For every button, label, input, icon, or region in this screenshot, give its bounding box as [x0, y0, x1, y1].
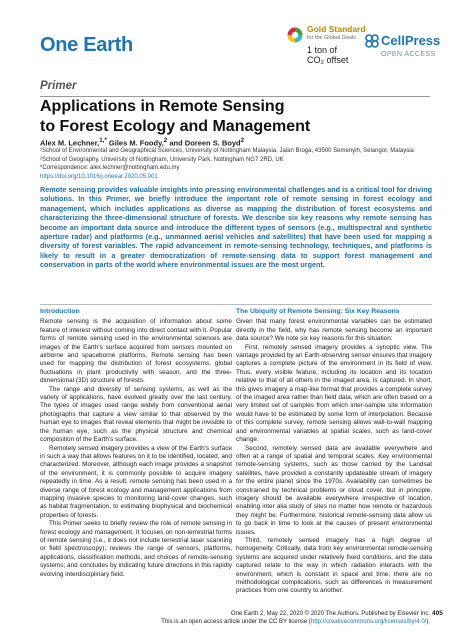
paragraph: Remotely sensed imagery provides a view of the Earth's surface in such a way that allows features on it to be identified, located, and characterized. Moreover, although each image provides a snapshot of the environment, it is commonly possible to acquire imagery repeatedly in time. As a result, remote sensing has been used in a diverse range of forest ecology and management applications from mapping invasive species to monitoring land-cover changes, such as habitat fragmentation, to estimating biophysical and biochemical properties of forests. — [40, 444, 232, 519]
right-column — [236, 308, 432, 596]
page-number: 405 — [432, 610, 443, 617]
license-link[interactable]: http://creativecommons.org/licenses/by/4.0/ — [310, 619, 427, 625]
cellpress-logo-text[interactable]: CellPress — [381, 33, 441, 48]
author-2-sup: 2 — [163, 137, 168, 144]
paragraph: The range and diversity of sensing systems, as well as the variety of applications, have evolved greatly over the last century. The types of images used range widely from conventional aerial photographs that capture a view similar to that observed by the human eye to images that reveal elements that might be invisible to the human eye, such as the physical structure and chemical composition of the Earth's surface. — [40, 385, 232, 444]
gold-standard-sub: for the Global Goals — [307, 35, 356, 41]
author-3[interactable]: and Doreen S. Boyd — [167, 138, 241, 148]
author-1[interactable]: Alex M. Lechner, — [40, 138, 100, 148]
title-line-1: Applications in Remote Sensing — [40, 98, 285, 115]
paragraph: Given that many forest environmental variables can be estimated directly in the field, why has remote sensing become an important data source? We note six key reasons for this situation: — [236, 318, 432, 343]
offset-line-1: 1 ton of — [307, 45, 338, 55]
abstract: Remote sensing provides valuable insights into pressing environmental challenges and is a critical tool for driving solutions. In this Primer, we briefly introduce the important role of remote sensing in forest ecology and management, which includes applications as diverse as mapping the distribution of forest ecosystems and characterizing the three-dimensional structure of forests. We describe six key reasons why remote sensing has become an important data source and introduce the different types of sensors (e.g., multispectral and synthetic aperture radar) and platforms (e.g., unmanned aerial vehicles and satellites) that have been used for mapping a diversity of forest variables. The rapid advancement in remote-sensing technology, techniques, and platforms is likely to result in a greater democratization of remote-sensing data to support forest management and conservation in parts of the world where environmental issues are the most urgent. — [40, 185, 432, 270]
journal-header — [0, 0, 474, 72]
license-line — [120, 618, 430, 626]
affiliation-1: ¹School of Environmental and Geographical Sciences, University of Nottingham Malaysia, Jalan Broga, 43500 Semenyih, Selangor, Malaysia — [40, 148, 414, 154]
co2-offset-label — [307, 45, 348, 65]
title-line-2: to Forest Ecology and Management — [40, 118, 311, 135]
article-title — [40, 97, 430, 137]
journal-title[interactable]: One Earth — [40, 34, 133, 56]
license-suffix: ). — [426, 619, 430, 625]
paragraph: Remote sensing is the acquisition of information about some feature of interest without coming into direct contact with it. Popular forms of remote sensing used in the environmental sciences are images of the Earth's surface acquired from sensors mounted on airborne and spaceborne platforms. Remote sensing has been used for mapping the distribution of forest ecosystems, global fluctuations in plant productivity with season, and the three-dimensional (3D) structure of forests. — [40, 318, 232, 385]
page-footer — [120, 610, 430, 626]
paragraph: This Primer seeks to briefly review the role of remote sensing in forest ecology and management. It focuses on non-terrestrial forms of remote sensing (i.e., it does not include terrestrial laser scanning or field spectroscopy); reviews the range of sensors, platforms, applications, classification methods, and choices of remote-sensing systems; and concludes by indicating future directions in this rapidly evolving interdisciplinary field. — [40, 520, 232, 578]
doi-link[interactable]: https://doi.org/10.1016/j.oneear.2020.05.001 — [40, 173, 158, 180]
affiliation-2: ²School of Geography, University of Nottingham, University Park, Nottingham NG7 2RD, UK — [40, 156, 284, 163]
abstract-divider — [40, 304, 432, 305]
section-heading-six-reasons: The Ubiquity of Remote Sensing: Six Key Reasons — [236, 308, 400, 315]
open-access-label: OPEN ACCESS — [381, 51, 436, 58]
offset-line-2: CO₂ offset — [307, 55, 349, 65]
paragraph: First, remotely sensed imagery provides a synoptic view. The vantage provided by an Earth-observing sensor ensures that imagery captures a complete picture of the environment in its field of view. Thus, every visible feature, including its location and its location relative to that of all others in the imaged area, is captured. In short, this gives imagery a map-like format that provides a complete survey of the imaged area rather than field data, which are often based on a very limited set of samples from which inter-sample site information would have to be estimated by some form of interpolation. Because of this complete survey, remote sensing allows wall-to-wall mapping and environmental variables at spatial scales, such as land-cover change. — [236, 343, 432, 444]
article-type: Primer — [40, 80, 77, 92]
author-3-sup: 2 — [240, 137, 245, 144]
license-prefix: This is an open access article under the CC BY license ( — [161, 619, 311, 625]
gold-standard-badge — [307, 25, 366, 43]
author-list — [40, 137, 440, 148]
author-2[interactable]: Giles M. Foody, — [106, 138, 164, 148]
left-column — [40, 308, 232, 579]
author-1-sup: 1,* — [99, 137, 107, 144]
gold-standard-label: Gold Standard — [307, 24, 366, 34]
section-heading-introduction: Introduction — [40, 308, 80, 315]
cellpress-logo-icon — [365, 34, 379, 48]
paragraph: Third, remotely sensed imagery has a high degree of homogeneity. Critically, data from key environmental remote-sensing systems are acquired under relatively fixed conditions, and the data captured relate to the way in which radiation interacts with the environment, which is constant in space and time; there are no methodological complications, such as differences in measurement practices from one country to another. — [236, 536, 432, 595]
paragraph: Second, remotely sensed data are available everywhere and often at a range of spatial and temporal scales. Key environmental remote-sensing systems, such as those carried by the Landsat satellites, have provided a constantly updateable stream of imagery for the entire planet since the 1970s. Availability can sometimes be constrained by technical problems or cloud cover, but in principle, imagery should be available everywhere irrespective of location, enabling inter alia study of sites no matter how remote or hazardous they might be. Furthermore, historical remote-sensing data allow us to go back in time to look at the causes of present environmental issues. — [236, 444, 432, 536]
correspondence[interactable]: *Correspondence: alex.lechner@nottingham.edu.my — [40, 165, 180, 172]
citation-line: One Earth 2, May 22, 2020 © 2020 The Authors. Published by Elsevier Inc. — [230, 611, 430, 617]
affiliations — [40, 147, 460, 181]
sdg-wheel-icon — [287, 27, 303, 43]
